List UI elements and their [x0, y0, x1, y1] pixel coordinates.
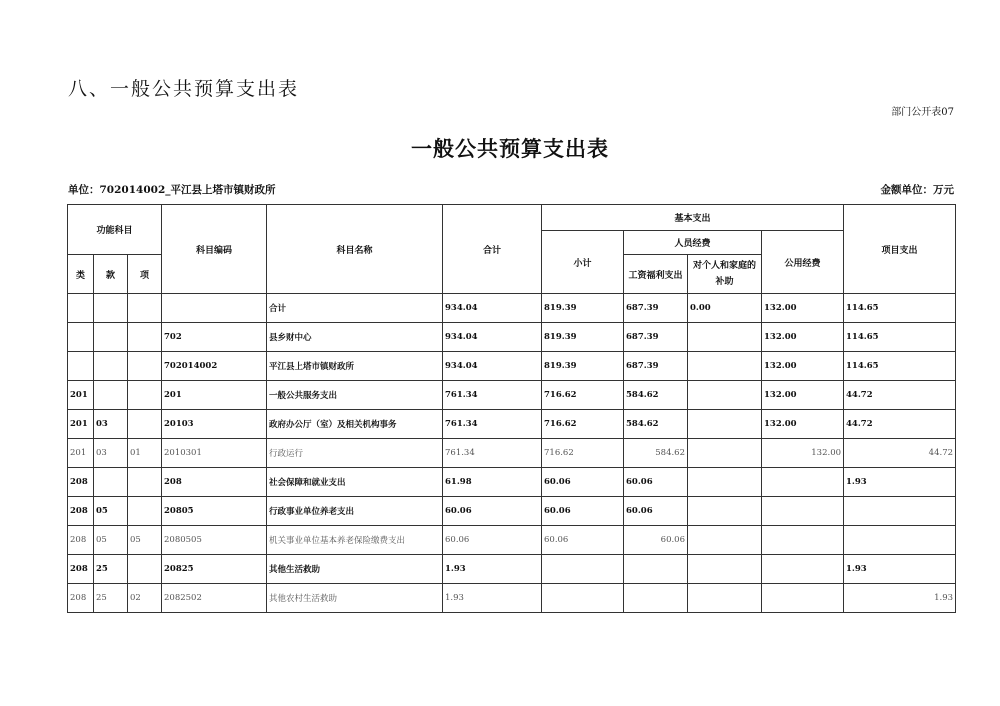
cell-name: 行政事业单位养老支出	[267, 497, 443, 526]
cell-public: 132.00	[762, 294, 844, 323]
cell-project: 1.93	[844, 584, 956, 613]
cell-kuan: 03	[94, 439, 128, 468]
cell-project: 114.65	[844, 294, 956, 323]
cell-wages	[624, 584, 688, 613]
cell-wages: 60.06	[624, 497, 688, 526]
table-row	[68, 410, 956, 439]
cell-xiang	[128, 323, 162, 352]
cell-subsidy	[688, 555, 762, 584]
cell-xiang	[128, 294, 162, 323]
cell-subtotal: 819.39	[542, 352, 624, 381]
cell-kuan: 05	[94, 526, 128, 555]
cell-name: 其他农村生活救助	[267, 584, 443, 613]
table-row	[68, 294, 956, 323]
cell-subtotal: 819.39	[542, 294, 624, 323]
cell-project: 44.72	[844, 439, 956, 468]
cell-name: 合计	[267, 294, 443, 323]
cell-public: 132.00	[762, 352, 844, 381]
cell-subtotal: 60.06	[542, 468, 624, 497]
table-row	[68, 497, 956, 526]
cell-subtotal	[542, 584, 624, 613]
cell-total: 761.34	[443, 410, 542, 439]
cell-code: 2082502	[162, 584, 267, 613]
cell-name: 机关事业单位基本养老保险缴费支出	[267, 526, 443, 555]
cell-project: 114.65	[844, 352, 956, 381]
cell-subtotal: 60.06	[542, 526, 624, 555]
cell-total: 934.04	[443, 352, 542, 381]
cell-subtotal	[542, 555, 624, 584]
cell-wages: 687.39	[624, 352, 688, 381]
cell-project: 1.93	[844, 555, 956, 584]
cell-xiang	[128, 555, 162, 584]
cell-total: 934.04	[443, 323, 542, 352]
cell-subsidy	[688, 323, 762, 352]
table-row	[68, 584, 956, 613]
table-row	[68, 381, 956, 410]
budget-table	[67, 204, 956, 613]
header-subject-name: 科目名称	[267, 205, 443, 294]
cell-name: 县乡财中心	[267, 323, 443, 352]
cell-project	[844, 497, 956, 526]
cell-project: 114.65	[844, 323, 956, 352]
cell-kuan	[94, 323, 128, 352]
cell-wages: 687.39	[624, 294, 688, 323]
cell-kuan: 03	[94, 410, 128, 439]
cell-public: 132.00	[762, 410, 844, 439]
cell-xiang	[128, 497, 162, 526]
header-project-expenditure: 项目支出	[844, 205, 956, 294]
cell-project: 44.72	[844, 381, 956, 410]
cell-kuan: 25	[94, 555, 128, 584]
header-subsidy: 对个人和家庭的补助	[688, 255, 762, 294]
table-row	[68, 323, 956, 352]
cell-subsidy: 0.00	[688, 294, 762, 323]
cell-subsidy	[688, 497, 762, 526]
cell-wages: 60.06	[624, 468, 688, 497]
cell-lei: 208	[68, 555, 94, 584]
header-xiang: 项	[128, 255, 162, 294]
cell-subtotal: 819.39	[542, 323, 624, 352]
table-row	[68, 526, 956, 555]
cell-kuan: 25	[94, 584, 128, 613]
cell-subtotal: 716.62	[542, 410, 624, 439]
cell-total: 761.34	[443, 381, 542, 410]
header-public-funds: 公用经费	[762, 231, 844, 294]
cell-public	[762, 497, 844, 526]
cell-xiang	[128, 381, 162, 410]
cell-name: 行政运行	[267, 439, 443, 468]
cell-total: 934.04	[443, 294, 542, 323]
cell-lei: 208	[68, 497, 94, 526]
header-wages: 工资福利支出	[624, 255, 688, 294]
cell-subsidy	[688, 439, 762, 468]
cell-code: 2080505	[162, 526, 267, 555]
cell-public	[762, 584, 844, 613]
cell-lei: 208	[68, 468, 94, 497]
section-heading: 八、一般公共预算支出表	[68, 78, 300, 100]
cell-wages: 60.06	[624, 526, 688, 555]
document-code: 部门公开表07	[891, 107, 954, 118]
cell-total: 761.34	[443, 439, 542, 468]
header-func-subject: 功能科目	[68, 205, 162, 255]
cell-code: 2010301	[162, 439, 267, 468]
unit-label: 单位：702014002_平江县上塔市镇财政所	[68, 184, 276, 196]
cell-name: 其他生活救助	[267, 555, 443, 584]
cell-xiang	[128, 468, 162, 497]
cell-lei: 201	[68, 439, 94, 468]
cell-name: 社会保障和就业支出	[267, 468, 443, 497]
cell-lei	[68, 352, 94, 381]
cell-project: 1.93	[844, 468, 956, 497]
cell-lei: 208	[68, 526, 94, 555]
cell-lei: 201	[68, 381, 94, 410]
header-personnel: 人员经费	[624, 231, 762, 255]
table-row	[68, 439, 956, 468]
cell-wages: 584.62	[624, 410, 688, 439]
cell-name: 平江县上塔市镇财政所	[267, 352, 443, 381]
cell-kuan: 05	[94, 497, 128, 526]
cell-total: 60.06	[443, 526, 542, 555]
cell-xiang: 02	[128, 584, 162, 613]
cell-name: 一般公共服务支出	[267, 381, 443, 410]
cell-code: 208	[162, 468, 267, 497]
cell-total: 60.06	[443, 497, 542, 526]
header-lei: 类	[68, 255, 94, 294]
cell-kuan	[94, 294, 128, 323]
cell-lei: 201	[68, 410, 94, 439]
cell-public	[762, 526, 844, 555]
cell-subsidy	[688, 410, 762, 439]
header-subtotal: 小计	[542, 231, 624, 294]
cell-subtotal: 716.62	[542, 439, 624, 468]
amount-unit-label: 金额单位：万元	[880, 184, 954, 196]
cell-total: 61.98	[443, 468, 542, 497]
cell-code	[162, 294, 267, 323]
cell-xiang	[128, 352, 162, 381]
header-basic-expenditure: 基本支出	[542, 205, 844, 231]
cell-xiang: 05	[128, 526, 162, 555]
header-kuan: 款	[94, 255, 128, 294]
cell-kuan	[94, 468, 128, 497]
cell-subsidy	[688, 352, 762, 381]
cell-code: 20825	[162, 555, 267, 584]
cell-subsidy	[688, 468, 762, 497]
cell-public: 132.00	[762, 381, 844, 410]
header-total: 合计	[443, 205, 542, 294]
cell-code: 201	[162, 381, 267, 410]
header-subject-code: 科目编码	[162, 205, 267, 294]
cell-name: 政府办公厅（室）及相关机构事务	[267, 410, 443, 439]
cell-kuan	[94, 381, 128, 410]
cell-total: 1.93	[443, 555, 542, 584]
cell-kuan	[94, 352, 128, 381]
cell-public: 132.00	[762, 323, 844, 352]
cell-public	[762, 468, 844, 497]
cell-project	[844, 526, 956, 555]
cell-subtotal: 60.06	[542, 497, 624, 526]
cell-xiang	[128, 410, 162, 439]
cell-wages: 687.39	[624, 323, 688, 352]
cell-code: 20103	[162, 410, 267, 439]
cell-subsidy	[688, 526, 762, 555]
cell-xiang: 01	[128, 439, 162, 468]
table-row	[68, 468, 956, 497]
cell-lei	[68, 323, 94, 352]
page-title: 一般公共预算支出表	[411, 137, 609, 161]
cell-public: 132.00	[762, 439, 844, 468]
cell-subsidy	[688, 584, 762, 613]
cell-code: 702014002	[162, 352, 267, 381]
cell-subsidy	[688, 381, 762, 410]
cell-total: 1.93	[443, 584, 542, 613]
cell-public	[762, 555, 844, 584]
table-row	[68, 352, 956, 381]
table-row	[68, 555, 956, 584]
cell-wages: 584.62	[624, 439, 688, 468]
cell-subtotal: 716.62	[542, 381, 624, 410]
cell-code: 702	[162, 323, 267, 352]
cell-code: 20805	[162, 497, 267, 526]
cell-project: 44.72	[844, 410, 956, 439]
cell-lei: 208	[68, 584, 94, 613]
cell-wages	[624, 555, 688, 584]
cell-wages: 584.62	[624, 381, 688, 410]
cell-lei	[68, 294, 94, 323]
